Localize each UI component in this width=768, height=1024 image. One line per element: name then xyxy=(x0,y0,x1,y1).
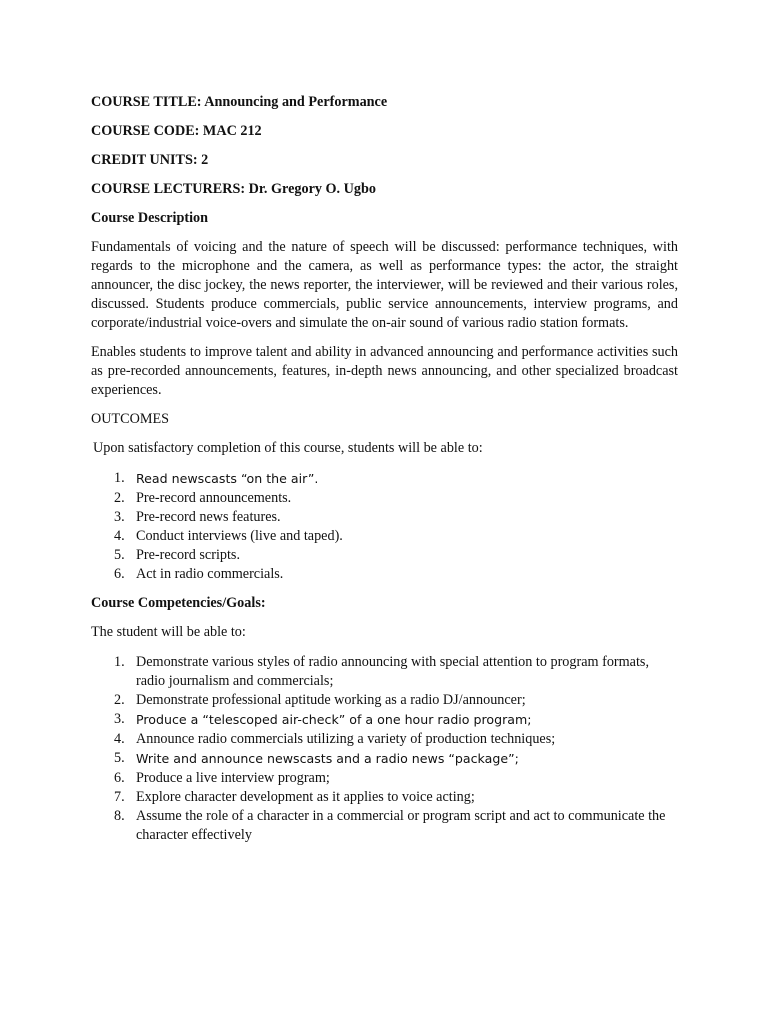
list-item xyxy=(91,710,678,730)
list-item-text: Conduct interviews (live and taped). xyxy=(136,528,343,544)
list-number: 3. xyxy=(114,711,125,727)
list-number: 5. xyxy=(114,547,125,563)
list-number: 6. xyxy=(114,770,125,786)
outcomes-heading: OUTCOMES xyxy=(91,411,170,427)
list-number: 2. xyxy=(114,692,125,708)
list-item xyxy=(91,807,678,845)
goals-heading: Course Competencies/Goals: xyxy=(91,595,266,611)
list-item-text: Pre-record news features. xyxy=(136,509,281,525)
list-item xyxy=(91,788,678,807)
list-item xyxy=(91,546,678,565)
course-title: COURSE TITLE: Announcing and Performance xyxy=(91,94,388,110)
goals-list xyxy=(91,653,678,845)
list-item xyxy=(91,730,678,749)
list-item-text: Act in radio commercials. xyxy=(136,566,284,582)
list-number: 8. xyxy=(114,808,125,824)
list-item xyxy=(91,527,678,546)
list-number: 4. xyxy=(114,731,125,747)
list-item-text: Pre-record announcements. xyxy=(136,490,292,506)
list-item xyxy=(91,508,678,527)
list-item-text: Demonstrate professional aptitude working as a radio DJ/announcer; xyxy=(136,692,526,708)
list-item xyxy=(91,653,678,691)
list-item-text: Pre-record scripts. xyxy=(136,547,241,563)
list-number: 1. xyxy=(114,470,125,486)
course-description-paragraph-2: Enables students to improve talent and ability in advanced announcing and performance activities such as pre-recorded announcements, features, in-depth news announcing, and other specialized broadcast experiences. xyxy=(91,344,678,398)
list-item-text: Write and announce newscasts and a radio news “package”; xyxy=(136,751,519,766)
list-item-text: Produce a “telescoped air-check” of a one hour radio program; xyxy=(136,712,532,727)
list-item-text: Explore character development as it applies to voice acting; xyxy=(136,789,475,805)
list-number: 6. xyxy=(114,566,125,582)
list-item xyxy=(91,489,678,508)
list-item xyxy=(91,469,678,489)
list-item-text: Assume the role of a character in a commercial or program script and act to communicate the character effectively xyxy=(136,808,666,843)
document-page xyxy=(91,93,678,855)
list-item-text: Demonstrate various styles of radio announcing with special attention to program formats, radio journalism and commercials; xyxy=(136,654,649,689)
credit-units: CREDIT UNITS: 2 xyxy=(91,152,209,168)
list-number: 5. xyxy=(114,750,125,766)
list-item xyxy=(91,769,678,788)
list-item xyxy=(91,749,678,769)
list-item-text: Read newscasts “on the air”. xyxy=(136,471,319,486)
goals-intro: The student will be able to: xyxy=(91,624,246,640)
list-item-text: Produce a live interview program; xyxy=(136,770,330,786)
course-lecturers: COURSE LECTURERS: Dr. Gregory O. Ugbo xyxy=(91,181,376,197)
list-number: 1. xyxy=(114,654,125,670)
outcomes-intro: Upon satisfactory completion of this course, students will be able to: xyxy=(93,440,483,456)
course-description-heading: Course Description xyxy=(91,210,209,226)
list-number: 3. xyxy=(114,509,125,525)
list-number: 7. xyxy=(114,789,125,805)
list-item xyxy=(91,691,678,710)
list-number: 4. xyxy=(114,528,125,544)
list-item xyxy=(91,565,678,584)
course-code: COURSE CODE: MAC 212 xyxy=(91,123,262,139)
outcomes-list xyxy=(91,469,678,584)
list-number: 2. xyxy=(114,490,125,506)
list-item-text: Announce radio commercials utilizing a variety of production techniques; xyxy=(136,731,556,747)
course-description-paragraph-1: Fundamentals of voicing and the nature of speech will be discussed: performance techniques, with regards to the microphone and the camera, as well as performance types: the actor, the straight announcer, the disc jockey, the news reporter, the interviewer, will be reviewed and their various roles, discussed. Students produce commercials, public service announcements, interview programs, and corporate/industrial voice-overs and simulate the on-air sound of various radio station formats. xyxy=(91,239,678,331)
